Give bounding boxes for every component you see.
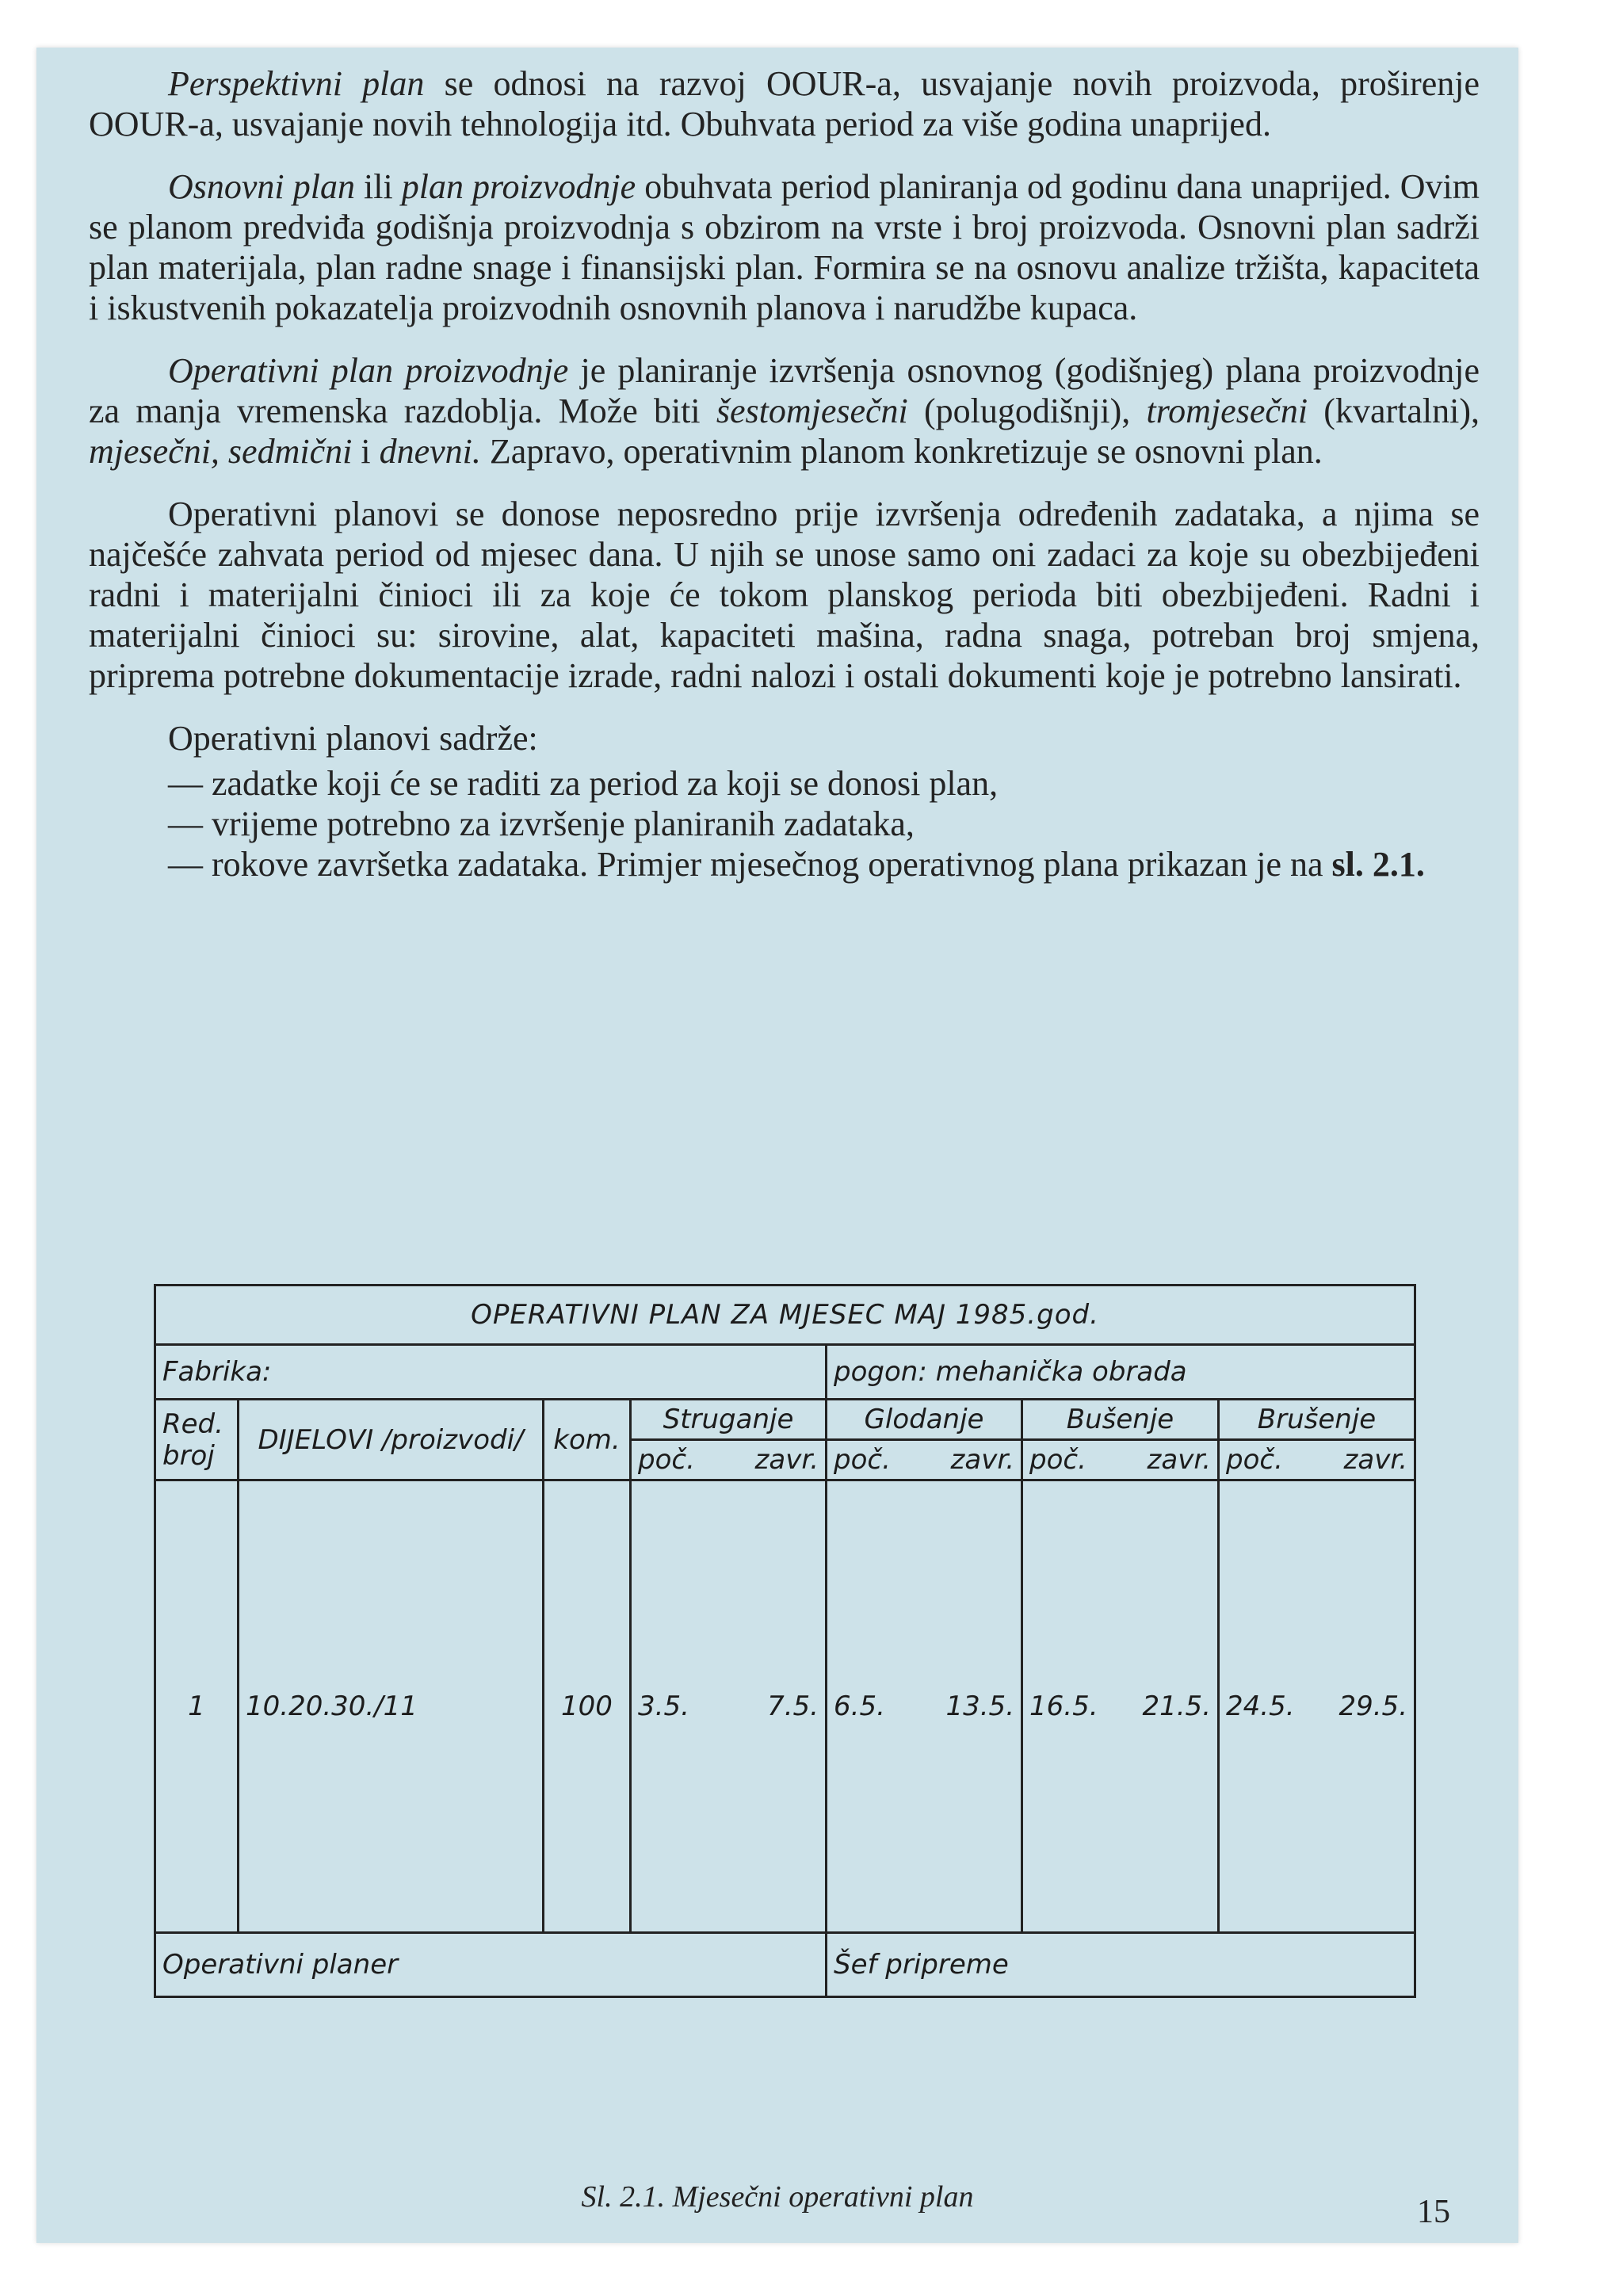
footer-sef-pripreme: Šef pripreme (827, 1933, 1415, 1997)
list-item (89, 844, 1480, 884)
connector-text: i (352, 432, 380, 471)
figure-reference: sl. 2.1. (1331, 845, 1425, 884)
table-title: OPERATIVNI PLAN ZA MJESEC MAJ 1985.god. (155, 1286, 1415, 1345)
term-tromjesecni: tromjesečni (1146, 392, 1308, 430)
sub-header-end: zavr. (950, 1444, 1014, 1476)
contents-list (89, 763, 1480, 884)
book-page (36, 48, 1518, 2243)
note-text: (polugodišnji), (907, 392, 1147, 430)
sub-header-start: poč. (1029, 1444, 1086, 1476)
date-start: 16.5. (1029, 1690, 1098, 1722)
sub-header-busenje (1022, 1440, 1219, 1480)
connector-text: ili (354, 167, 402, 206)
cell-quantity: 100 (544, 1480, 631, 1933)
body-text (89, 63, 1480, 884)
cell-struganje-dates (631, 1480, 827, 1933)
paragraph-sadrze: Operativni planovi sadrže: (168, 719, 538, 758)
paragraph-text: Zapravo, operativnim planom konkretizuje se osnovni plan. (480, 432, 1323, 471)
term-operativni-plan: Operativni plan proizvodnje (168, 351, 569, 390)
paragraph-operativni (89, 350, 1480, 472)
cell-part: 10.20.30./11 (239, 1480, 544, 1933)
sub-header-end: zavr. (754, 1444, 819, 1476)
list-item: — vrijeme potrebno za izvršenje planiranih zadataka, (168, 804, 915, 843)
sub-header-start: poč. (638, 1444, 695, 1476)
date-end: 13.5. (945, 1690, 1014, 1722)
date-start: 6.5. (834, 1690, 885, 1722)
sub-header-glodanje (827, 1440, 1022, 1480)
list-item: — zadatke koji će se raditi za period za koji se donosi plan, (168, 764, 999, 803)
term-osnovni-plan: Osnovni plan (168, 167, 355, 206)
col-header-kom: kom. (544, 1400, 631, 1480)
term-mjesecni-sedmicni: mjesečni, sedmični (89, 432, 353, 471)
col-header-brusenje: Brušenje (1219, 1400, 1415, 1440)
sub-header-end: zavr. (1343, 1444, 1407, 1476)
footer-operativni-planer: Operativni planer (155, 1933, 827, 1997)
paragraph-text: obuhvata period planiranja od godinu dana unaprijed. Ovim se planom predviđa godišnja proizvodnja s obzirom na vrste i broj proizvoda. Osnovni plan sadrži plan materijala, plan radne snage i finansijski plan. Formira se na osnovu analize tržišta, kapaciteta i iskustvenih pokazatelja proizvodnih osnovnih planova i narudžbe kupaca. (89, 167, 1480, 327)
term-plan-proizvodnje: plan proizvodnje (401, 167, 636, 206)
figure-caption: Sl. 2.1. Mjesečni operativni plan (581, 2180, 974, 2214)
note-text: (kvartalni), (1308, 392, 1480, 430)
paragraph-text: je planiranje izvršenja osnovnog (godišnjeg) plana proizvodnje za manja vremenska razdoblja. Može biti (89, 351, 1480, 430)
col-header-struganje: Struganje (631, 1400, 827, 1440)
term-perspektivni-plan: Perspektivni plan (168, 64, 425, 103)
factory-label: Fabrika: (155, 1345, 827, 1400)
col-header-busenje: Bušenje (1022, 1400, 1219, 1440)
date-start: 24.5. (1226, 1690, 1295, 1722)
sub-header-struganje (631, 1440, 827, 1480)
date-end: 7.5. (767, 1690, 819, 1722)
sub-header-start: poč. (1226, 1444, 1283, 1476)
list-item-text: — rokove završetka zadataka. Primjer mjesečnog operativnog plana prikazan je na (168, 845, 1332, 884)
paragraph-perspektivni (89, 63, 1480, 144)
col-header-dijelovi: DIJELOVI /proizvodi/ (239, 1400, 544, 1480)
paragraph-operativni-planovi: Operativni planovi se donose neposredno prije izvršenja određenih zadataka, a njima se najčešće zahvata period od mjesec dana. U njih se unose samo oni zadaci za koje su obezbijeđeni radni i materijalni činioci ili za koje će tokom planskog perioda biti obezbijeđeni. Radni i materijalni činioci su: sirovine, alat, kapaciteti mašina, radna snaga, potreban broj smjena, priprema potrebne dokumentacije izrade, radni nalozi i ostali dokumenti koje je potrebno lansirati. (89, 495, 1480, 695)
col-header-red-broj: Red. broj (155, 1400, 239, 1480)
plant-label: pogon: mehanička obrada (827, 1345, 1415, 1400)
paragraph-text: se odnosi na razvoj OOUR-a, usvajanje novih proizvoda, proširenje OOUR-a, usvajanje novih tehnologija itd. Obuhvata period za više godina unaprijed. (89, 64, 1480, 143)
date-start: 3.5. (638, 1690, 689, 1722)
page-number: 15 (1417, 2194, 1450, 2230)
figure-operational-plan (154, 1284, 1414, 1998)
sub-header-end: zavr. (1147, 1444, 1211, 1476)
paragraph-osnovni (89, 166, 1480, 328)
date-end: 29.5. (1338, 1690, 1407, 1722)
operational-plan-table (154, 1284, 1416, 1998)
cell-glodanje-dates (827, 1480, 1022, 1933)
cell-brusenje-dates (1219, 1480, 1415, 1933)
table-row (155, 1480, 1415, 1933)
cell-busenje-dates (1022, 1480, 1219, 1933)
date-end: 21.5. (1142, 1690, 1211, 1722)
term-sestomjesecni: šestomjesečni (716, 392, 908, 430)
sub-header-start: poč. (834, 1444, 891, 1476)
cell-row-number: 1 (155, 1480, 239, 1933)
sub-header-brusenje (1219, 1440, 1415, 1480)
term-dnevni: dnevni. (379, 432, 481, 471)
col-header-glodanje: Glodanje (827, 1400, 1022, 1440)
